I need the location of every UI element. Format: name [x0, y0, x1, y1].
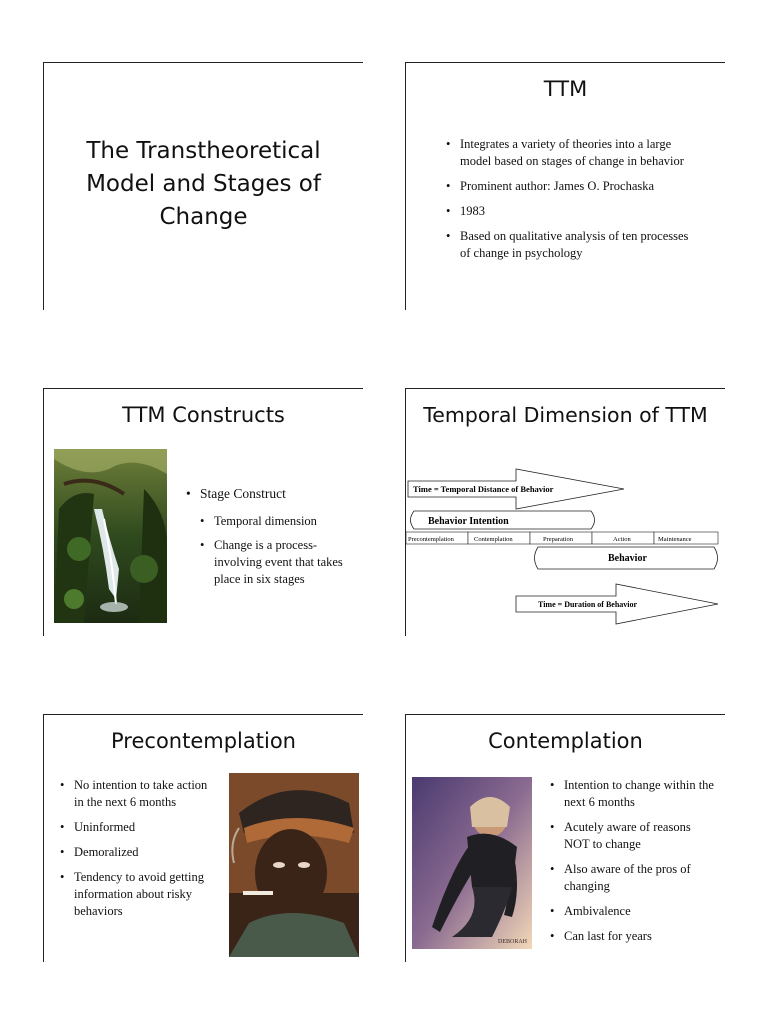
- bullet-item: • Integrates a variety of theories into a large model based on stages of change in behavior: [446, 136, 696, 170]
- bullet-item: • Can last for years: [550, 928, 718, 945]
- arrow-bottom-label: Time = Duration of Behavior: [538, 600, 638, 609]
- intention-label: Behavior Intention: [428, 516, 509, 527]
- bullet-item: • No intention to take action in the next 6 months: [60, 777, 210, 811]
- bullet-item: • Ambivalence: [550, 903, 718, 920]
- bullet-item: • Tendency to avoid getting information about risky behaviors: [60, 869, 210, 920]
- stage-label: Action: [613, 536, 631, 543]
- slide-title: TTM Constructs: [122, 403, 285, 427]
- bullet-item: • Intention to change within the next 6 months: [550, 777, 718, 811]
- sub-bullet-item: • Temporal dimension: [200, 513, 360, 530]
- slide-title: Temporal Dimension of TTM: [423, 403, 708, 427]
- waterfall-photo: [54, 449, 167, 623]
- bullet-item: • Stage Construct: [186, 485, 356, 502]
- slide-title: TTM: [543, 77, 588, 101]
- bullet-item: • Acutely aware of reasons NOT to change: [550, 819, 718, 853]
- slide-title-card: [43, 62, 363, 310]
- bullet-item: • Based on qualitative analysis of ten processes of change in psychology: [446, 228, 696, 262]
- stage-label: Preparation: [543, 536, 573, 543]
- stage-label: Contemplation: [474, 536, 513, 543]
- slide-precontemplation: [43, 714, 363, 962]
- slide-title: Precontemplation: [111, 729, 296, 753]
- bullet-item: • Prominent author: James O. Prochaska: [446, 178, 696, 195]
- temporal-diagram: [406, 459, 726, 629]
- bullet-list: [446, 136, 696, 270]
- stage-label: Precontemplation: [408, 536, 454, 543]
- behavior-label: Behavior: [608, 553, 647, 564]
- arrow-top-label: Time = Temporal Distance of Behavior: [413, 484, 554, 494]
- slide-temporal: [405, 388, 725, 636]
- stage-row: [406, 532, 718, 544]
- distressed-person-painting: [412, 777, 532, 949]
- slide-constructs: [43, 388, 363, 636]
- slide-ttm: [405, 62, 725, 310]
- painting-signature: DEBORAH: [498, 939, 528, 945]
- bullet-list: [60, 777, 210, 928]
- smoking-man-photo: [229, 773, 359, 957]
- bullet-list: [550, 777, 718, 953]
- deck-title: The Transtheoretical Model and Stages of Change: [86, 138, 321, 230]
- slide-contemplation: [405, 714, 725, 962]
- stage-label: Maintenance: [658, 536, 692, 543]
- bullet-item: • Demoralized: [60, 844, 210, 861]
- slide-title: Contemplation: [488, 729, 643, 753]
- sub-bullet-list: [200, 513, 360, 595]
- bullet-item: • Uninformed: [60, 819, 210, 836]
- sub-bullet-item: • Change is a process-involving event that takes place in six stages: [200, 537, 360, 588]
- bullet-item: • Also aware of the pros of changing: [550, 861, 718, 895]
- bullet-item: • 1983: [446, 203, 696, 220]
- bullet-list: [186, 485, 356, 510]
